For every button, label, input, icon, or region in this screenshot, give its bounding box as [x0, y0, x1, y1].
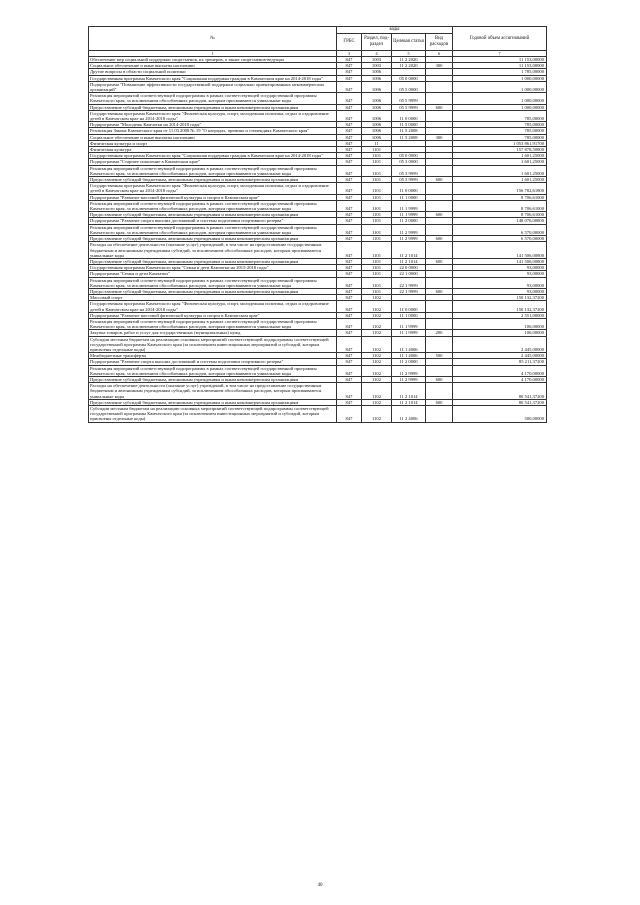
row-grbs-code: 847	[337, 183, 362, 194]
row-target-code: 05 0 0000	[392, 153, 426, 159]
row-grbs-code: 847	[337, 288, 362, 294]
row-grbs-code: 847	[337, 122, 362, 128]
row-description: Реализация мероприятий соответствующей подпрограммы в рамках соответствующей государственной программы Камчатского края, за исключением обособленных расходов, которым присваиваются уникальные коды	[89, 224, 337, 235]
row-description: Обеспечение мер социальной поддержки спортсменов, их тренеров, а также спортсменов-ведущих	[89, 57, 337, 63]
table-row	[89, 405, 547, 422]
row-grbs-code: 847	[337, 224, 362, 235]
row-description: Государственная программа Камчатского края "Физическая культура, спорт, молодежная политика, отдых и оздоровление детей в Камчатском крае на 2014-2018 годы"	[89, 110, 337, 121]
row-section-code: 1003	[362, 63, 392, 69]
row-expense-type: 600	[426, 212, 453, 218]
row-description: Реализация мероприятий соответствующей подпрограммы в рамках соответствующей государственной программы Камчатского края, за исключением обособленных расходов, которым присваиваются уникальные коды	[89, 277, 337, 288]
row-description: Реализация мероприятий соответствующей подпрограммы в рамках соответствующей государственной программы Камчатского края, за исключением обособленных расходов, которым присваиваются уникальные коды	[89, 365, 337, 376]
row-target-code: 11 1 0000	[392, 194, 426, 200]
row-section-code: 1006	[362, 104, 392, 110]
row-amount: 11 153,00000	[453, 63, 547, 69]
row-description: Физическая культура и спорт	[89, 140, 337, 146]
row-amount: 1 000,00000	[453, 81, 547, 92]
row-grbs-code: 847	[337, 128, 362, 134]
row-expense-type	[426, 405, 453, 422]
row-amount: 93,00000	[453, 271, 547, 277]
row-amount: 148 076,00800	[453, 218, 547, 224]
row-target-code: 11 1 9999	[392, 330, 426, 336]
row-section-code: 1101	[362, 271, 392, 277]
row-expense-type	[426, 301, 453, 312]
row-grbs-code: 847	[337, 336, 362, 353]
row-section-code: 1102	[362, 405, 392, 422]
row-description: Подпрограмма "Развитие массовой физической культуры и спорта в Камчатском крае"	[89, 194, 337, 200]
row-expense-type: 600	[426, 288, 453, 294]
row-amount: 93,00000	[453, 265, 547, 271]
row-expense-type	[426, 81, 453, 92]
row-section-code: 1102	[362, 295, 392, 301]
row-section-code: 1101	[362, 212, 392, 218]
row-amount: 106,00000	[453, 318, 547, 329]
table-row	[89, 318, 547, 329]
row-amount: 11 153,00000	[453, 57, 547, 63]
row-target-code: 11 2 2020	[392, 63, 426, 69]
table-row	[89, 165, 547, 176]
header-amount: Годовой объем ассигнований	[453, 27, 547, 51]
row-amount: 1 000,00000	[453, 75, 547, 81]
row-grbs-code: 847	[337, 177, 362, 183]
column-number-label: 7	[453, 51, 547, 57]
row-description: Подпрограмма "Развитие массовой физической культуры и спорта в Камчатском крае"	[89, 312, 337, 318]
row-expense-type	[426, 110, 453, 121]
row-target-code: 05 3 9999	[392, 177, 426, 183]
row-amount: 1 601,25000	[453, 153, 547, 159]
page-number: 40	[317, 883, 323, 888]
row-target-code: 11 2 9999	[392, 376, 426, 382]
row-target-code: 11 2 9999	[392, 236, 426, 242]
row-grbs-code: 847	[337, 301, 362, 312]
row-section-code: 1102	[362, 399, 392, 405]
row-description: Социальное обеспечение и иные выплаты населению	[89, 134, 337, 140]
row-description: Государственная программа Камчатского края "Физическая культура, спорт, молодежная политика, отдых и оздоровление детей в Камчатском крае на 2014-2018 годы"	[89, 183, 337, 194]
row-expense-type: 300	[426, 63, 453, 69]
header-grbs: ГРБС	[337, 34, 362, 51]
row-target-code: 11 1 9999	[392, 212, 426, 218]
row-expense-type	[426, 183, 453, 194]
row-description: Подпрограмма "Повышение эффективности государственной поддержки социально ориентированных некоммерческих организаций"	[89, 81, 337, 92]
row-description: Подпрограмма "Развитие спорта высших достижений и системы подготовки спортивного резерва"	[89, 218, 337, 224]
row-target-code: 11 5 0000	[392, 122, 426, 128]
row-grbs-code: 847	[337, 153, 362, 159]
row-amount: 1 601,25000	[453, 159, 547, 165]
row-amount: 6 570,00000	[453, 236, 547, 242]
row-description: Государственная программа Камчатского края "Семья и дети Камчатки на 2015-2018 годы"	[89, 265, 337, 271]
budget-table	[88, 26, 547, 423]
row-target-code: 11 2 1014	[392, 242, 426, 259]
row-section-code: 1102	[362, 353, 392, 359]
row-target-code: 11 5 2008	[392, 128, 426, 134]
row-target-code: 11 2 1014	[392, 399, 426, 405]
header-codes-group: коды	[337, 27, 453, 34]
table-row	[89, 81, 547, 92]
row-description: Субсидии местным бюджетам на реализацию основных мероприятий соответствующей подпрограммы соответствующей государственной программы Камчатского края (за исключением инвестиционных мероприятий и субсидий, которым присвоены отдельные коды)	[89, 336, 337, 353]
column-number-label: 4	[362, 51, 392, 57]
row-section-code: 1101	[362, 165, 392, 176]
table-row	[89, 200, 547, 211]
row-section-code: 1101	[362, 200, 392, 211]
row-grbs-code: 847	[337, 165, 362, 176]
row-description: Предоставление субсидий бюджетным, автономным учреждениям и иным некоммерческим организациям	[89, 177, 337, 183]
row-section-code: 11	[362, 140, 392, 146]
table-row	[89, 93, 547, 104]
row-grbs-code: 847	[337, 318, 362, 329]
document-page	[88, 26, 546, 423]
row-target-code: 11 2 9999	[392, 365, 426, 376]
row-amount: 1 000,00000	[453, 104, 547, 110]
row-amount: 80 541,37200	[453, 399, 547, 405]
row-expense-type	[426, 365, 453, 376]
row-section-code: 1102	[362, 383, 392, 400]
row-amount: 93,00000	[453, 277, 547, 288]
row-amount: 8 706,61000	[453, 194, 547, 200]
row-section-code: 1006	[362, 81, 392, 92]
row-section-code: 1102	[362, 312, 392, 318]
table-row	[89, 183, 547, 194]
header-target: Целевая статья	[392, 34, 426, 51]
row-grbs-code: 847	[337, 69, 362, 75]
row-description: Подпрограмма "Старшее поколение в Камчатском крае"	[89, 159, 337, 165]
row-description: Реализация мероприятий соответствующей подпрограммы в рамках соответствующей государственной программы Камчатского края, за исключением обособленных расходов, которым присваиваются уникальные коды	[89, 165, 337, 176]
row-description: Предоставление субсидий бюджетным, автономным учреждениям и иным некоммерческим организациям	[89, 258, 337, 264]
row-amount: 1 601,25000	[453, 165, 547, 176]
row-section-code: 1003	[362, 57, 392, 63]
table-row	[89, 336, 547, 353]
row-target-code: 05 5 0000	[392, 81, 426, 92]
row-section-code: 1102	[362, 330, 392, 336]
row-target-code: 11 1 9999	[392, 200, 426, 211]
row-amount: 2 445,00000	[453, 353, 547, 359]
row-grbs-code: 847	[337, 218, 362, 224]
row-section-code: 1006	[362, 75, 392, 81]
row-description: Предоставление субсидий бюджетным, автономным учреждениям и иным некоммерческим организациям	[89, 288, 337, 294]
row-amount: 1 785,00000	[453, 69, 547, 75]
row-grbs-code: 847	[337, 194, 362, 200]
row-grbs-code: 847	[337, 312, 362, 318]
row-section-code: 1102	[362, 365, 392, 376]
row-grbs-code: 847	[337, 63, 362, 69]
row-section-code: 1101	[362, 194, 392, 200]
row-amount: 785,00000	[453, 110, 547, 121]
row-expense-type: 600	[426, 236, 453, 242]
row-amount: 4 170,00000	[453, 376, 547, 382]
row-amount: 785,00000	[453, 128, 547, 134]
row-amount: 80 541,37200	[453, 383, 547, 400]
row-grbs-code: 847	[337, 258, 362, 264]
row-target-code: 11 2 1014	[392, 383, 426, 400]
row-description: Реализация мероприятий соответствующей подпрограммы в рамках соответствующей государственной программы Камчатского края, за исключением обособленных расходов, которым присваиваются уникальные коды	[89, 93, 337, 104]
row-grbs-code: 847	[337, 75, 362, 81]
row-grbs-code: 847	[337, 353, 362, 359]
row-description: Реализация мероприятий соответствующей подпрограммы в рамках соответствующей государственной программы Камчатского края, за исключением обособленных расходов, которым присваиваются уникальные коды	[89, 200, 337, 211]
table-row	[89, 383, 547, 400]
row-amount: 93,00000	[453, 288, 547, 294]
row-grbs-code: 847	[337, 159, 362, 165]
table-row	[89, 277, 547, 288]
row-description: Государственная программа Камчатского края "Социальная поддержка граждан в Камчатском крае на 2014-2018 годы"	[89, 153, 337, 159]
row-amount: 157 878,50800	[453, 147, 547, 153]
row-description: Межбюджетные трансферты	[89, 353, 337, 359]
row-target-code: 11 2 4006	[392, 405, 426, 422]
row-expense-type: 200	[426, 330, 453, 336]
row-expense-type	[426, 200, 453, 211]
row-target-code: 05 5 9999	[392, 93, 426, 104]
row-grbs-code: 847	[337, 383, 362, 400]
row-amount: 2 445,00000	[453, 336, 547, 353]
row-target-code: 11 2 1014	[392, 258, 426, 264]
row-amount: 106,00000	[453, 330, 547, 336]
row-amount: 150 132,37200	[453, 301, 547, 312]
row-amount: 500,00000	[453, 405, 547, 422]
row-expense-type: 600	[426, 104, 453, 110]
row-target-code: 11 0 0000	[392, 110, 426, 121]
row-grbs-code: 847	[337, 57, 362, 63]
row-description: Подпрограмма "Семья и дети Камчатки"	[89, 271, 337, 277]
table-body	[89, 57, 547, 423]
row-amount: 4 170,00000	[453, 365, 547, 376]
row-section-code: 1102	[362, 318, 392, 329]
row-section-code: 1006	[362, 128, 392, 134]
row-description: Предоставление субсидий бюджетным, автономным учреждениям и иным некоммерческим организациям	[89, 212, 337, 218]
row-grbs-code: 847	[337, 265, 362, 271]
row-description: Закупка товаров, работ и услуг для государственных (муниципальных) нужд	[89, 330, 337, 336]
row-amount: 150 132,37200	[453, 295, 547, 301]
row-section-code: 1102	[362, 359, 392, 365]
table-row	[89, 110, 547, 121]
row-target-code: 11 1 4006	[392, 336, 426, 353]
row-target-code: 05 3 0000	[392, 159, 426, 165]
row-target-code: 11 1 0000	[392, 312, 426, 318]
row-section-code: 1101	[362, 288, 392, 294]
row-description: Подпрограмма "Молодежь Камчатки на 2014-2018 годы"	[89, 122, 337, 128]
row-description: Предоставление субсидий бюджетным, автономным учреждениям и иным некоммерческим организациям	[89, 376, 337, 382]
row-section-code: 1101	[362, 242, 392, 259]
row-section-code: 1101	[362, 147, 392, 153]
row-expense-type	[426, 165, 453, 176]
row-amount: 1 053 861,91700	[453, 140, 547, 146]
row-amount: 1 000,00000	[453, 93, 547, 104]
header-expense-type: Вид расходов	[426, 34, 453, 51]
column-number-label: 5	[392, 51, 426, 57]
row-target-code: 22 0 0000	[392, 265, 426, 271]
row-expense-type: 600	[426, 376, 453, 382]
row-expense-type	[426, 383, 453, 400]
row-target-code: 05 5 9999	[392, 104, 426, 110]
row-grbs-code: 847	[337, 295, 362, 301]
row-expense-type	[426, 93, 453, 104]
row-grbs-code: 847	[337, 399, 362, 405]
row-amount: 2 551,00000	[453, 312, 547, 318]
row-section-code: 1006	[362, 134, 392, 140]
row-grbs-code: 847	[337, 104, 362, 110]
row-section-code: 1101	[362, 159, 392, 165]
row-grbs-code: 847	[337, 242, 362, 259]
row-grbs-code: 847	[337, 376, 362, 382]
row-section-code: 1101	[362, 277, 392, 288]
row-amount: 156 782,61800	[453, 183, 547, 194]
row-target-code: 11 2 0000	[392, 218, 426, 224]
row-section-code: 1101	[362, 218, 392, 224]
row-section-code: 1006	[362, 93, 392, 104]
row-description: Другие вопросы в области социальной политики	[89, 69, 337, 75]
row-grbs-code: 847	[337, 236, 362, 242]
table-row	[89, 301, 547, 312]
row-amount: 141 506,00800	[453, 242, 547, 259]
row-grbs-code: 847	[337, 140, 362, 146]
row-target-code: 11 0 0000	[392, 183, 426, 194]
row-amount: 1 601,25000	[453, 177, 547, 183]
row-grbs-code: 847	[337, 81, 362, 92]
row-expense-type	[426, 242, 453, 259]
row-grbs-code: 847	[337, 212, 362, 218]
row-target-code: 11 2 2020	[392, 57, 426, 63]
row-description: Предоставление субсидий бюджетным, автономным учреждениям и иным некоммерческим организациям	[89, 399, 337, 405]
row-amount: 85 211,37200	[453, 359, 547, 365]
row-grbs-code: 847	[337, 359, 362, 365]
row-target-code: 22 1 9999	[392, 288, 426, 294]
row-grbs-code: 847	[337, 147, 362, 153]
row-expense-type: 300	[426, 134, 453, 140]
row-grbs-code: 847	[337, 365, 362, 376]
row-section-code: 1102	[362, 376, 392, 382]
row-grbs-code: 847	[337, 134, 362, 140]
row-description: Предоставление субсидий бюджетным, автономным учреждениям и иным некоммерческим организациям	[89, 104, 337, 110]
row-expense-type	[426, 318, 453, 329]
row-expense-type	[426, 224, 453, 235]
row-expense-type	[426, 336, 453, 353]
row-section-code: 1101	[362, 258, 392, 264]
row-description: Социальное обеспечение и иные выплаты населению	[89, 63, 337, 69]
row-description: Предоставление субсидий бюджетным, автономным учреждениям и иным некоммерческим организациям	[89, 236, 337, 242]
row-target-code: 05 0 0000	[392, 75, 426, 81]
row-amount: 785,00000	[453, 134, 547, 140]
row-grbs-code: 847	[337, 277, 362, 288]
row-target-code: 05 3 9999	[392, 165, 426, 176]
column-number-label: 1	[89, 51, 337, 57]
row-grbs-code: 847	[337, 110, 362, 121]
row-expense-type	[426, 277, 453, 288]
column-number-label: 3	[337, 51, 362, 57]
row-amount: 785,00000	[453, 122, 547, 128]
row-section-code: 1006	[362, 69, 392, 75]
table-row	[89, 242, 547, 259]
row-grbs-code: 847	[337, 405, 362, 422]
row-amount: 141 506,00800	[453, 258, 547, 264]
row-grbs-code: 847	[337, 93, 362, 104]
row-expense-type: 600	[426, 258, 453, 264]
table-row	[89, 224, 547, 235]
row-target-code: 11 1 9999	[392, 318, 426, 329]
header-number: №	[89, 27, 337, 51]
table-row	[89, 365, 547, 376]
row-section-code: 1101	[362, 153, 392, 159]
header-section: Раздел, под-раздел	[362, 34, 392, 51]
row-grbs-code: 847	[337, 200, 362, 211]
row-section-code: 1101	[362, 224, 392, 235]
row-description: Реализация мероприятий соответствующей подпрограммы в рамках соответствующей государственной программы Камчатского края, за исключением обособленных расходов, которым присваиваются уникальные коды	[89, 318, 337, 329]
row-description: Расходы на обеспечение деятельности (оказание услуг) учреждений, в том числе на предоставление государственным бюджетным и автономным учреждениям субсидий, за исключением обособленных расходов, которым присваиваются уникальные коды	[89, 383, 337, 400]
row-description: Подпрограмма "Развитие спорта высших достижений и системы подготовки спортивного резерва"	[89, 359, 337, 365]
row-target-code: 11 0 0000	[392, 301, 426, 312]
row-target-code: 11 1 4006	[392, 353, 426, 359]
row-section-code: 1006	[362, 110, 392, 121]
row-description: Государственная программа Камчатского края "Физическая культура, спорт, молодежная политика, отдых и оздоровление детей в Камчатском крае на 2014-2018 годы"	[89, 301, 337, 312]
row-description: Государственная программа Камчатского края "Социальная поддержка граждан в Камчатском крае на 2014-2018 годы"	[89, 75, 337, 81]
row-section-code: 1102	[362, 336, 392, 353]
row-expense-type: 500	[426, 353, 453, 359]
row-amount: 6 570,00000	[453, 224, 547, 235]
row-target-code: 11 2 0000	[392, 359, 426, 365]
row-description: Массовый спорт	[89, 295, 337, 301]
row-section-code: 1101	[362, 236, 392, 242]
row-grbs-code: 847	[337, 271, 362, 277]
row-target-code: 11 5 2008	[392, 134, 426, 140]
row-section-code: 1101	[362, 265, 392, 271]
row-target-code: 22 1 0000	[392, 271, 426, 277]
row-expense-type: 600	[426, 399, 453, 405]
row-section-code: 1102	[362, 301, 392, 312]
row-target-code: 22 1 9999	[392, 277, 426, 288]
row-grbs-code: 847	[337, 330, 362, 336]
row-description: Реализация Закона Камчатского края от 11.03.2008 № 19 "О наградах, премиях и стипендиях Камчатского края"	[89, 128, 337, 134]
row-description: Субсидии местным бюджетам на реализацию основных мероприятий соответствующей подпрограммы соответствующей государственной программы Камчатского края (за исключением инвестиционных мероприятий и субсидий, которым присвоены отдельные коды)	[89, 405, 337, 422]
row-description: Физическая культура	[89, 147, 337, 153]
row-expense-type: 600	[426, 177, 453, 183]
row-amount: 8 706,61000	[453, 200, 547, 211]
row-amount: 8 706,61000	[453, 212, 547, 218]
row-section-code: 1101	[362, 183, 392, 194]
column-number-label: 6	[426, 51, 453, 57]
row-description: Расходы на обеспечение деятельности (оказание услуг) учреждений, в том числе на предоставление государственным бюджетным и автономным учреждениям субсидий, за исключением обособленных расходов, которым присваиваются уникальные коды	[89, 242, 337, 259]
row-section-code: 1006	[362, 122, 392, 128]
row-target-code: 11 2 9999	[392, 224, 426, 235]
row-section-code: 1101	[362, 177, 392, 183]
